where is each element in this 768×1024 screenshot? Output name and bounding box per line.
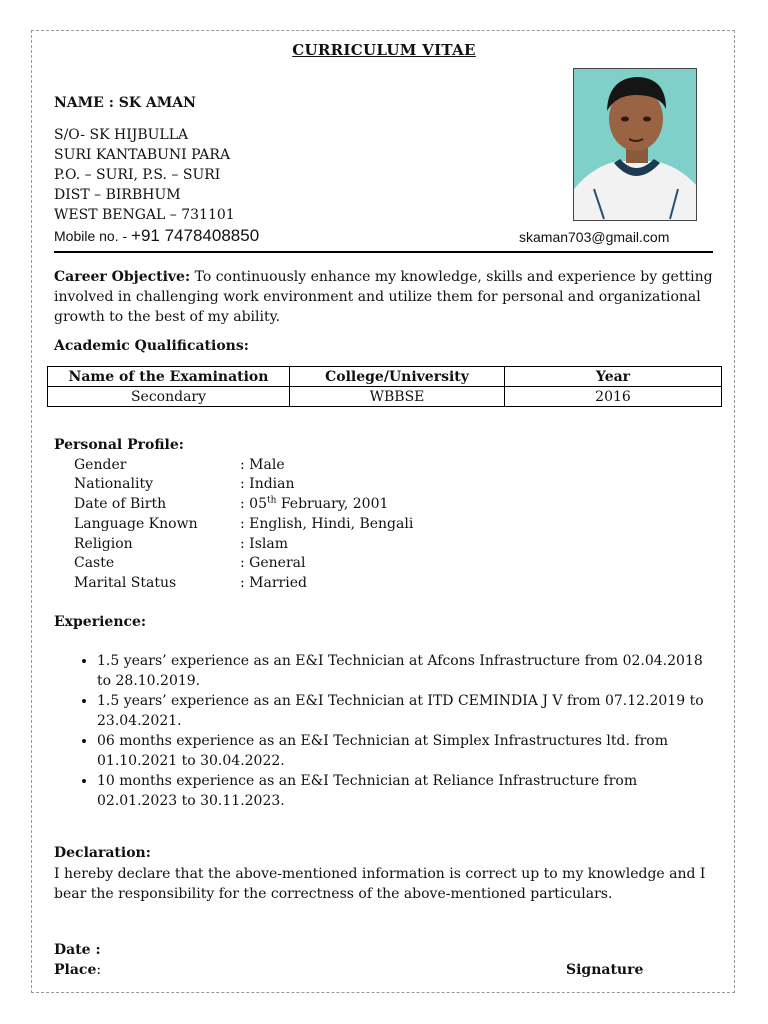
dob-day: : 05 [240, 496, 267, 512]
page-title: CURRICULUM VITAE [292, 41, 476, 59]
column-header: College/University [290, 367, 505, 387]
column-header: Name of the Examination [48, 367, 290, 387]
profile-label: Date of Birth [74, 496, 167, 512]
profile-value: : General [240, 555, 306, 571]
email-address: skaman703@gmail.com [519, 229, 670, 245]
academic-table [47, 366, 722, 407]
declaration-heading: Declaration: [54, 845, 151, 861]
list-item: • 06 months experience as an E&I Technician at Simplex Infrastructures ltd. from 01.10.2021 to 30.04.2022. [97, 731, 714, 771]
header-divider [54, 251, 713, 253]
career-heading: Career Objective: [54, 269, 191, 285]
name-line: NAME : SK AMAN [54, 95, 196, 111]
table-header-row [48, 367, 722, 387]
profile-value: : Indian [240, 476, 295, 492]
address-block [54, 125, 235, 225]
place-line [54, 962, 101, 978]
experience-heading: Experience: [54, 614, 147, 630]
list-item: • 10 months experience as an E&I Technician at Reliance Infrastructure from 02.01.2023 to 30.11.2023. [97, 771, 714, 811]
profile-heading: Personal Profile: [54, 437, 184, 453]
mobile-line [54, 226, 259, 246]
career-text: To continuously enhance my knowledge, skills and experience by getting involved in challenging work environment and utilize them for personal and organizational growth to the best of my ability. [54, 269, 713, 325]
mobile-number: +91 7478408850 [131, 226, 260, 245]
address-line: DIST – BIRBHUM [54, 187, 181, 203]
address-line: S/O- SK HIJBULLA [54, 127, 189, 143]
list-item: • 1.5 years’ experience as an E&I Technician at Afcons Infrastructure from 02.04.2018 to 28.10.2019. [97, 651, 714, 691]
experience-list [54, 651, 714, 811]
list-item: • 1.5 years’ experience as an E&I Technician at ITD CEMINDIA J V from 07.12.2019 to 23.04.2021. [97, 691, 714, 731]
person-photo-icon [574, 69, 697, 221]
profile-photo [573, 68, 697, 221]
declaration-text: I hereby declare that the above-mentioned information is correct up to my knowledge and I bear the responsibility for the correctness of the above-mentioned particulars. [54, 866, 706, 902]
profile-value [240, 496, 388, 512]
profile-label: Nationality [74, 476, 153, 492]
date-label: Date : [54, 942, 101, 958]
table-row [48, 387, 722, 407]
profile-label: Gender [74, 457, 127, 473]
profile-value: : Islam [240, 536, 288, 552]
profile-label: Religion [74, 536, 133, 552]
profile-value: : Married [240, 575, 307, 591]
table-cell: 2016 [505, 387, 722, 407]
signature-label: Signature [566, 962, 644, 978]
column-header: Year [505, 367, 722, 387]
address-line: WEST BENGAL – 731101 [54, 207, 235, 223]
place-colon: : [96, 962, 102, 978]
profile-value: : English, Hindi, Bengali [240, 516, 414, 532]
profile-label: Caste [74, 555, 115, 571]
address-line: P.O. – SURI, P.S. – SURI [54, 167, 221, 183]
table-cell: Secondary [48, 387, 290, 407]
place-label: Place [54, 962, 97, 978]
profile-label: Marital Status [74, 575, 177, 591]
table-cell: WBBSE [290, 387, 505, 407]
academic-heading: Academic Qualifications: [54, 338, 249, 354]
dob-suffix: th [266, 495, 277, 506]
profile-label: Language Known [74, 516, 198, 532]
mobile-label: Mobile no. - [54, 228, 132, 244]
career-objective [54, 267, 714, 327]
dob-month-year: February, 2001 [276, 496, 389, 512]
address-line: SURI KANTABUNI PARA [54, 147, 231, 163]
profile-value: : Male [240, 457, 285, 473]
